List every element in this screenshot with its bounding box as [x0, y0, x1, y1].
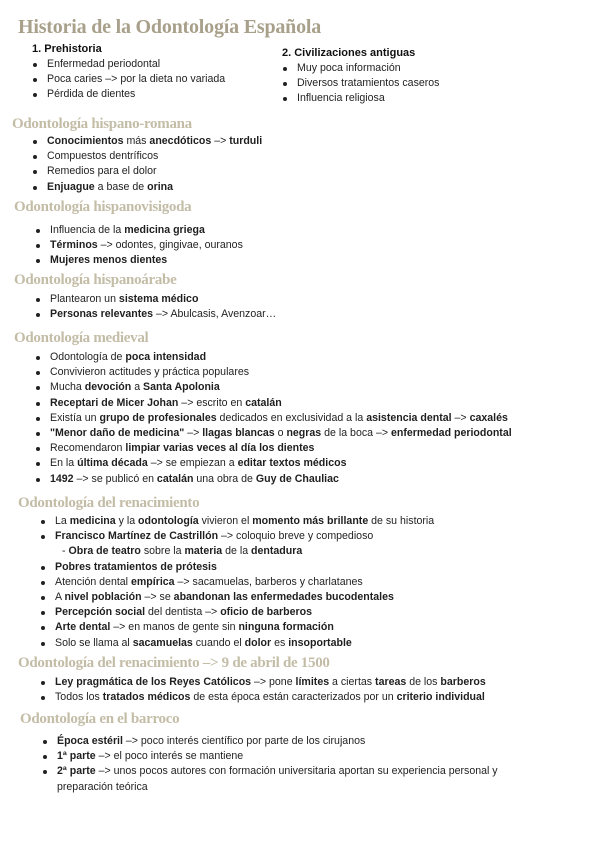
text-run: –> sacamuelas, barberos y charlatanes [174, 575, 363, 588]
section-list-hispanovisigoda [35, 223, 243, 269]
bold-run: llagas blancas [202, 427, 275, 440]
civilizaciones-label: 2. Civilizaciones antiguas [282, 47, 416, 59]
prehistoria-block [32, 43, 225, 103]
bold-run: odontología [138, 515, 199, 527]
text-run: –> [184, 427, 203, 440]
bold-run: 1ª parte [57, 750, 96, 763]
section-list-hispano-romana [32, 134, 262, 195]
text-run: –> [211, 135, 230, 147]
section-heading-barroco: Odontología en el barroco [20, 711, 180, 727]
bold-run: ninguna formación [238, 621, 334, 634]
bold-run: caxalés [469, 411, 508, 424]
list-item [40, 605, 434, 620]
text-run: Compuestos dentríficos [47, 150, 159, 163]
bold-run: insoportable [288, 636, 352, 649]
list-item [32, 149, 262, 164]
text-run: –> unos pocos autores con formación universitaria aportan su experiencia personal y preparación teórica [57, 765, 498, 793]
text-run: Influencia de la [50, 224, 125, 236]
text-run: a [131, 381, 144, 394]
section-heading-renacimiento-1500: Odontología del renacimiento –> 9 de abril de 1500 [18, 655, 330, 671]
bold-run: devoción [84, 381, 132, 394]
text-run: sobre la [140, 545, 185, 558]
list-item: Enfermedad periodontal [32, 57, 225, 72]
bold-run: negras [286, 427, 322, 440]
text-run: del dentista –> [145, 606, 221, 619]
bold-run: Santa Apolonia [143, 381, 220, 394]
text-run: –> odontes, gingivae, ouranos [97, 239, 243, 252]
bold-run: Obra de teatro [68, 545, 141, 558]
text-run: más [123, 135, 150, 147]
bold-run: sacamuelas [132, 636, 193, 649]
list-item [40, 620, 434, 635]
text-run: Todos los [55, 691, 103, 704]
bold-run: Conocimientos [47, 135, 124, 147]
bold-run: Guy de Chauliac [255, 472, 339, 485]
list-item [35, 396, 512, 411]
list-item [35, 472, 512, 487]
bold-run: medicina griega [124, 224, 205, 236]
list-item [40, 514, 434, 529]
text-run: –> pone [251, 676, 296, 688]
list-item [40, 590, 434, 605]
text-run: Remedios para el dolor [47, 165, 157, 178]
section-list-renacimiento [40, 514, 434, 651]
text-run: –> [451, 411, 470, 424]
bold-run: enfermedad periodontal [390, 427, 512, 440]
list-item: Pérdida de dientes [32, 87, 225, 102]
text-run: La [55, 515, 70, 527]
bold-run: Francisco Martínez de Castrillón [55, 530, 219, 543]
section-heading-medieval: Odontología medieval [14, 330, 149, 346]
list-item [40, 529, 434, 544]
text-run: a ciertas [329, 676, 376, 688]
bold-run: oficio de barberos [220, 606, 313, 619]
bold-run: Mujeres menos dientes [50, 254, 168, 267]
list-item [35, 441, 512, 456]
prehistoria-label: 1. Prehistoria [32, 43, 102, 55]
bold-run: turduli [229, 135, 263, 147]
section-heading-renacimiento: Odontología del renacimiento [18, 495, 200, 511]
list-item [35, 292, 276, 307]
bold-run: Época estéril [57, 735, 123, 747]
list-item [35, 365, 512, 380]
bold-run: medicina [69, 515, 116, 527]
bold-run: asistencia dental [366, 411, 452, 424]
list-item [35, 238, 243, 253]
prehistoria-list [32, 57, 225, 103]
bold-run: tareas [375, 676, 407, 688]
list-item [42, 734, 542, 749]
text-run: de la boca –> [321, 427, 391, 440]
bold-run: sistema médico [118, 293, 199, 305]
text-run: Odontología de [50, 351, 126, 363]
list-item [35, 223, 243, 238]
text-run: de los [406, 676, 441, 688]
list-item [40, 560, 434, 575]
list-item [40, 690, 486, 705]
text-run: –> poco interés científico por parte de los cirujanos [122, 735, 366, 747]
bold-run: materia [184, 545, 223, 558]
bold-run: abandonan las enfermedades bucodentales [173, 591, 394, 604]
text-run: dedicados en exclusividad a la [216, 411, 367, 424]
list-item: Muy poca información [282, 61, 439, 76]
text-run: –> en manos de gente sin [110, 621, 239, 634]
text-run: cuando el [192, 636, 245, 649]
text-run: - [62, 545, 69, 558]
text-run: Mucha [50, 381, 85, 394]
bold-run: anecdóticos [149, 135, 212, 147]
section-heading-hispanovisigoda: Odontología hispanovisigoda [14, 199, 192, 215]
text-run: vivieron el [198, 515, 253, 527]
list-item [35, 350, 512, 365]
text-run: Atención dental [55, 575, 131, 588]
bold-run: limpiar varias veces al día los dientes [125, 442, 315, 455]
text-run: Plantearon un [50, 293, 119, 305]
text-run: de su historia [368, 515, 435, 527]
text-run: –> escrito en [178, 396, 246, 409]
bold-run: tratados médicos [102, 691, 191, 704]
text-run: Existía un [50, 411, 100, 424]
bold-run: Enjuague [47, 180, 95, 193]
bold-run: poca intensidad [125, 351, 207, 363]
bold-run: límites [295, 676, 330, 688]
list-item [42, 764, 542, 794]
text-run: a base de [94, 180, 148, 193]
list-item [32, 134, 262, 149]
list-item [40, 675, 486, 690]
text-run: –> se [141, 591, 174, 604]
document-title: Historia de la Odontología Española [18, 16, 322, 38]
bold-run: editar textos médicos [237, 457, 347, 470]
text-run: una obra de [193, 472, 256, 485]
text-run: –> se publicó en [73, 472, 157, 485]
list-item [42, 749, 542, 764]
text-run: Convivieron actitudes y práctica populares [50, 366, 250, 379]
list-item [35, 456, 512, 471]
bold-run: Pobres tratamientos de prótesis [55, 560, 217, 573]
bold-run: última década [77, 457, 148, 470]
bold-run: catalán [245, 396, 282, 409]
section-list-hispanoarabe [35, 292, 276, 322]
bold-run: Personas relevantes [50, 308, 154, 321]
civilizaciones-list [282, 61, 439, 107]
text-run: y la [115, 515, 139, 527]
list-item [35, 307, 276, 322]
bold-run: "Menor daño de medicina" [50, 427, 185, 440]
bold-run: Ley pragmática de los Reyes Católicos [55, 676, 252, 688]
list-item [32, 180, 262, 195]
bold-run: dolor [244, 636, 272, 649]
text-run: o [274, 427, 287, 440]
list-item [40, 575, 434, 590]
bold-run: momento más brillante [252, 515, 369, 527]
list-item: Influencia religiosa [282, 91, 439, 106]
bold-run: Percepción social [55, 606, 146, 619]
text-run: es [271, 636, 289, 649]
bold-run: Arte dental [55, 621, 111, 634]
bold-run: criterio individual [396, 691, 485, 704]
bold-run: empírica [130, 575, 175, 588]
text-run: de esta época están caracterizados por un [190, 691, 397, 704]
bold-run: barberos [440, 676, 486, 688]
section-heading-hispanoarabe: Odontología hispanoárabe [14, 272, 177, 288]
text-run: En la [50, 457, 78, 470]
text-run: –> se empiezan a [147, 457, 238, 470]
bold-run: catalán [156, 472, 194, 485]
list-item [35, 253, 243, 268]
list-item [32, 164, 262, 179]
bold-run: dentadura [251, 545, 303, 558]
list-item [35, 380, 512, 395]
text-run: de la [222, 545, 252, 558]
list-item [35, 426, 512, 441]
list-item: Diversos tratamientos caseros [282, 76, 439, 91]
bold-run: nivel población [64, 591, 142, 604]
section-list-medieval [35, 350, 512, 487]
list-item: Poca caries –> por la dieta no variada [32, 72, 225, 87]
bold-run: Receptari de Micer Johan [50, 396, 179, 409]
bold-run: 1492 [50, 472, 74, 485]
list-item [40, 544, 434, 559]
section-list-renacimiento-1500 [40, 675, 486, 705]
text-run: –> el poco interés se mantiene [95, 750, 244, 763]
text-run: –> coloquio breve y compedioso [218, 530, 374, 543]
list-item [35, 411, 512, 426]
text-run: –> Abulcasis, Avenzoar… [153, 308, 277, 321]
bold-run: 2ª parte [57, 765, 96, 778]
section-list-barroco [42, 734, 542, 795]
text-run: A [55, 591, 65, 604]
bold-run: Términos [50, 239, 98, 252]
civilizaciones-block [282, 47, 439, 107]
list-item [40, 636, 434, 651]
section-heading-hispano-romana: Odontología hispano-romana [12, 116, 192, 132]
text-run: Solo se llama al [55, 636, 133, 649]
text-run: Recomendaron [50, 442, 126, 455]
bold-run: orina [147, 180, 174, 193]
bold-run: grupo de profesionales [99, 411, 217, 424]
